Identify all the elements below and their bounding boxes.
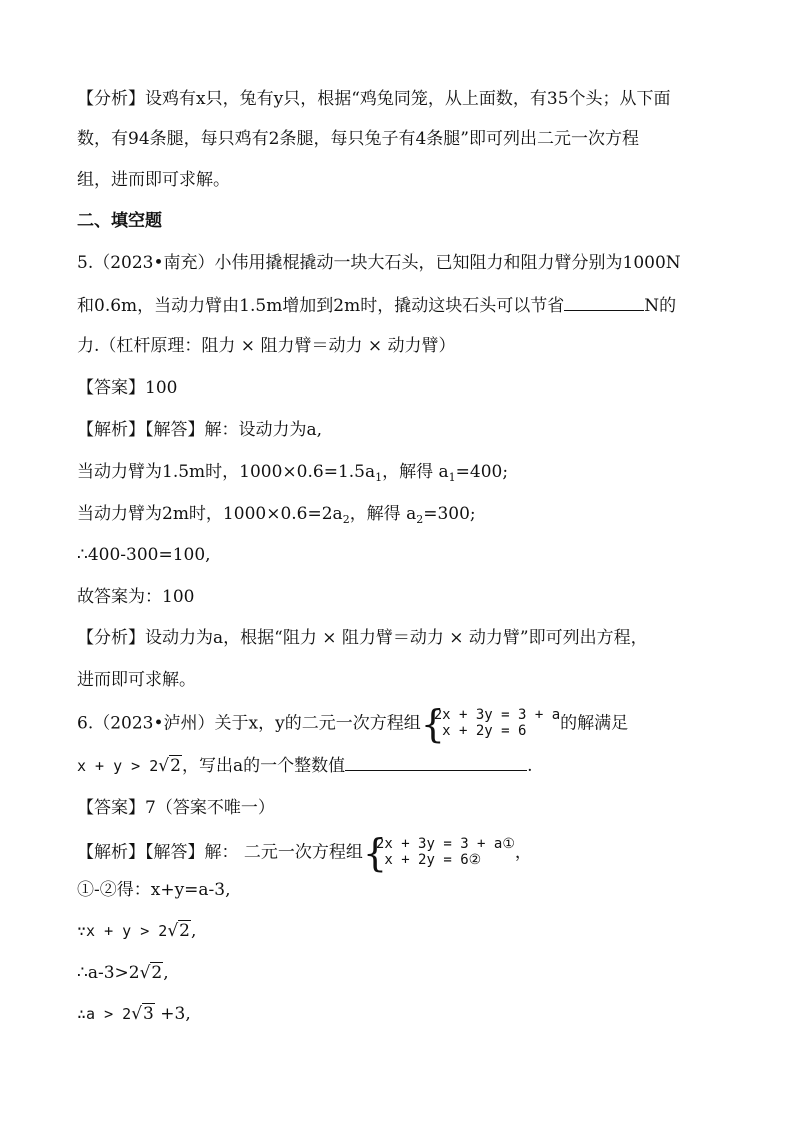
section-heading: 二、填空题 [77, 211, 162, 231]
equation-2: x + 2y = 6 [433, 723, 527, 739]
q5-step-1-end: =400; [455, 462, 509, 482]
q6-step-1: ①-②得：x+y=a-3, [77, 880, 231, 900]
equations [434, 707, 560, 739]
q5-step-2-text: 当动力臂为2m时，1000×0.6=2a [77, 504, 343, 524]
comma: , [163, 963, 169, 983]
comma: ， [514, 842, 532, 863]
radicand: 2 [151, 963, 163, 983]
q5-line-1: 5.（2023•南充）小伟用撬棍撬动一块大石头，已知阻力和阻力臂分别为1000N [77, 253, 681, 273]
analysis-line-3: 组，进而即可求解。 [77, 170, 230, 190]
equation-2: x + 2y = 6② [375, 852, 482, 868]
q6-step-2 [77, 920, 196, 942]
inequality: ∴a > 2 [77, 1005, 132, 1023]
radicand: 2 [179, 921, 190, 941]
q6-line-1 [77, 702, 629, 746]
q6-solution-intro [77, 831, 532, 875]
subscript: 1 [448, 471, 456, 484]
analysis-line-2: 数，有94条腿，每只鸡有2条腿，每只兔子有4条腿”即可列出二元一次方程 [77, 129, 639, 149]
inequality: ∴a-3>2 [77, 963, 140, 983]
q6-answer: 【答案】7（答案不唯一） [77, 798, 275, 818]
period: . [527, 756, 533, 776]
subscript: 2 [342, 513, 350, 526]
q5-line-2 [77, 294, 676, 317]
inequality: ∵x + y > 2 [77, 922, 168, 940]
q6-line-2-text: ，写出a的一个整数值 [181, 756, 346, 776]
q5-step-1-text: 当动力臂为1.5m时，1000×0.6=1.5a [77, 462, 376, 482]
equation-system [420, 702, 561, 746]
q6-line-1-text: 6.（2023•泸州）关于x，y的二元一次方程组 [77, 713, 421, 734]
q5-step-1-mid: ，解得 a [382, 462, 449, 482]
q5-step-3: ∴400-300=100, [77, 545, 211, 565]
q5-line-3: 力.（杠杆原理：阻力 × 阻力臂＝动力 × 动力臂） [77, 336, 456, 356]
equations [376, 836, 515, 868]
inequality: x + y > 2 [77, 757, 159, 775]
radicand: 2 [170, 756, 181, 776]
q6-step-4-end: +3, [154, 1004, 191, 1024]
q5-analysis-2: 进而即可求解。 [77, 670, 196, 690]
brace-icon: { [362, 831, 388, 875]
sqrt-symbol: √2 [158, 756, 181, 776]
equation-1: 2x + 3y = 3 + a [433, 707, 561, 723]
analysis-line-1: 【分析】设鸡有x只，兔有y只，根据“鸡兔同笼，从上面数，有35个头；从下面 [77, 89, 671, 109]
q5-step-2-mid: ，解得 a [349, 504, 417, 524]
q5-answer-blank [564, 294, 644, 311]
sqrt-symbol: √2 [167, 921, 190, 941]
equation-1: 2x + 3y = 3 + a① [375, 836, 515, 852]
q6-line-2 [77, 754, 533, 777]
q6-step-3 [77, 962, 169, 984]
q5-step-2-end: =300; [423, 504, 476, 524]
brace-icon: { [420, 702, 445, 746]
q6-answer-blank [345, 754, 527, 771]
q5-line-2-text: 和0.6m，当动力臂由1.5m增加到2m时，撬动这块石头可以节省 [77, 296, 565, 316]
q5-step-1 [77, 461, 508, 489]
q5-step-4: 故答案为：100 [77, 587, 195, 607]
q5-line-2-end: N的 [644, 296, 677, 316]
q6-step-4 [77, 1003, 191, 1025]
subscript: 2 [416, 513, 424, 526]
q5-analysis-1: 【分析】设动力为a，根据“阻力 × 阻力臂＝动力 × 动力臂”即可列出方程， [77, 628, 648, 648]
comma: , [190, 921, 197, 941]
q5-answer: 【答案】100 [77, 378, 178, 398]
q6-solution-text: 【解析】【解答】解： 二元一次方程组 [77, 842, 363, 863]
q6-line-1-end: 的解满足 [560, 713, 629, 734]
subscript: 1 [375, 471, 383, 484]
sqrt-symbol: √3 [131, 1004, 154, 1024]
q5-step-2 [77, 503, 476, 531]
equation-system [362, 831, 515, 875]
radicand: 3 [143, 1004, 154, 1024]
sqrt-symbol: √2 [139, 963, 163, 983]
q5-solution-intro: 【解析】【解答】解：设动力为a, [77, 420, 323, 440]
